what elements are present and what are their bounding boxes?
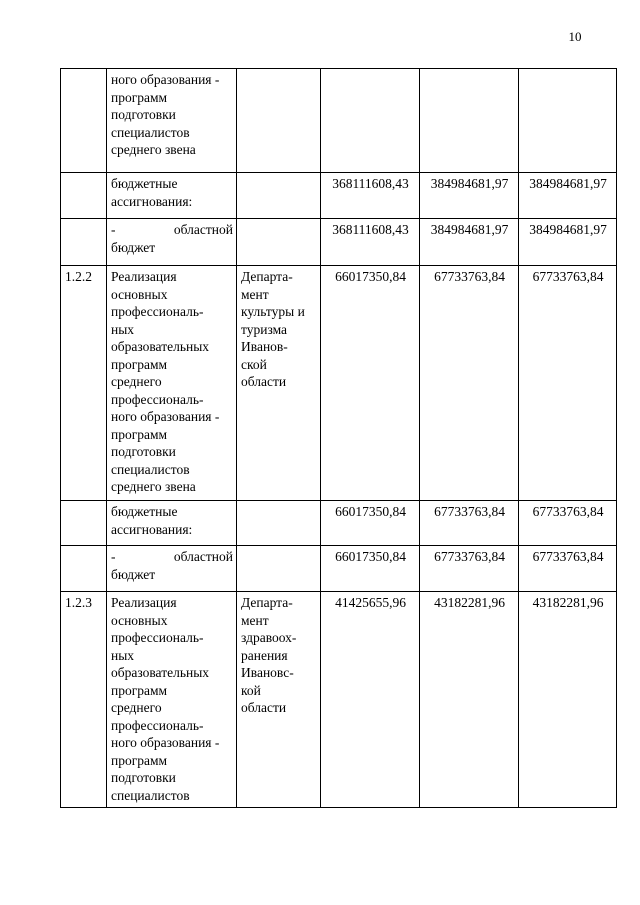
amount-cell: 384984681,97 [519,219,617,266]
name-line: специалистов [111,124,190,140]
amount-cell: 67733763,84 [420,501,519,546]
name-line: ассигнования: [111,193,193,209]
name-split-part: областной [173,549,233,564]
table-row [61,266,617,501]
name-line: среднего [111,374,162,389]
name-line: программ [111,89,168,105]
name-split-line [111,221,233,239]
row-number-cell [61,173,107,219]
executor-line: мент [241,612,269,628]
amount-cell: 66017350,84 [321,501,420,546]
name-line: ных [111,647,135,663]
name-line: Реализация [111,269,177,284]
amount-cell: 384984681,97 [420,219,519,266]
name-line: бюджет [111,239,156,255]
name-split-part: областной [173,222,233,237]
name-line: бюджет [111,566,156,582]
table-row [61,69,617,173]
amount-cell [519,69,617,173]
row-number-cell [61,69,107,173]
amount-cell [321,69,420,173]
amount-cell: 67733763,84 [519,266,617,501]
event-name-cell [107,592,237,808]
amount-cell: 66017350,84 [321,546,420,592]
table-row [61,546,617,592]
budget-table [60,68,617,808]
amount-cell: 384984681,97 [420,173,519,219]
name-line: программ [111,752,168,768]
executor-line: ской [241,356,267,372]
name-line: среднего звена [111,142,196,157]
amount-cell: 67733763,84 [420,546,519,592]
name-line: профессиональ- [111,304,204,319]
executor-line: Иванов- [241,339,288,354]
executor-line: мент [241,286,269,302]
executor-line: области [241,700,287,715]
name-line: основных [111,286,168,302]
executor-cell [237,69,321,173]
name-line: подготовки [111,770,176,785]
executor-cell [237,546,321,592]
executor-line: культуры и [241,304,305,319]
executor-line: ранения [241,647,288,663]
amount-cell: 368111608,43 [321,219,420,266]
executor-cell [237,266,321,501]
name-line: профессиональ- [111,717,204,733]
table-row [61,219,617,266]
amount-cell [420,69,519,173]
executor-line: кой [241,682,261,698]
executor-line: Департа- [241,595,293,610]
name-line: профессиональ- [111,630,204,645]
event-name-cell [107,266,237,501]
executor-line: Департа- [241,269,293,284]
name-line: бюджетные [111,176,178,191]
table-row [61,173,617,219]
executor-cell [237,501,321,546]
name-line: ассигнования: [111,521,193,537]
name-line: подготовки [111,107,176,122]
name-line: основных [111,612,168,628]
table-row [61,592,617,808]
amount-cell: 67733763,84 [519,501,617,546]
amount-cell: 43182281,96 [420,592,519,808]
executor-cell [237,219,321,266]
event-name-cell [107,501,237,546]
executor-cell [237,173,321,219]
event-name-cell [107,219,237,266]
executor-cell [237,592,321,808]
name-line: специалистов [111,461,190,477]
amount-cell: 43182281,96 [519,592,617,808]
amount-cell: 368111608,43 [321,173,420,219]
name-line: ного образования - [111,409,220,424]
name-line: образовательных [111,339,210,354]
amount-cell: 384984681,97 [519,173,617,219]
amount-cell: 67733763,84 [519,546,617,592]
name-line: Реализация [111,595,177,610]
name-split-part: - [111,549,116,564]
name-line: среднего [111,700,162,715]
executor-line: здравоох- [241,630,297,645]
name-line: специалистов [111,787,190,803]
name-line: ного образования - [111,735,220,750]
row-number-cell: 1.2.3 [61,592,107,808]
name-line: программ [111,356,168,372]
name-line: среднего звена [111,479,196,494]
name-line: профессиональ- [111,391,204,407]
name-line: программ [111,682,168,698]
name-line: бюджетные [111,504,178,519]
name-line: программ [111,426,168,442]
row-number-cell [61,546,107,592]
amount-cell: 66017350,84 [321,266,420,501]
row-number-cell [61,219,107,266]
row-number-cell: 1.2.2 [61,266,107,501]
name-split-line [111,548,233,566]
event-name-cell [107,173,237,219]
row-number-cell [61,501,107,546]
name-line: подготовки [111,444,176,459]
executor-line: области [241,374,287,389]
name-split-part: - [111,222,116,237]
executor-line: Ивановс- [241,665,294,680]
page-number: 10 [568,29,582,44]
amount-cell: 67733763,84 [420,266,519,501]
amount-cell: 41425655,96 [321,592,420,808]
table-row [61,501,617,546]
name-line: ных [111,321,135,337]
name-line: ного образования - [111,72,220,87]
event-name-cell [107,69,237,173]
name-line: образовательных [111,665,210,680]
executor-line: туризма [241,321,288,337]
event-name-cell [107,546,237,592]
